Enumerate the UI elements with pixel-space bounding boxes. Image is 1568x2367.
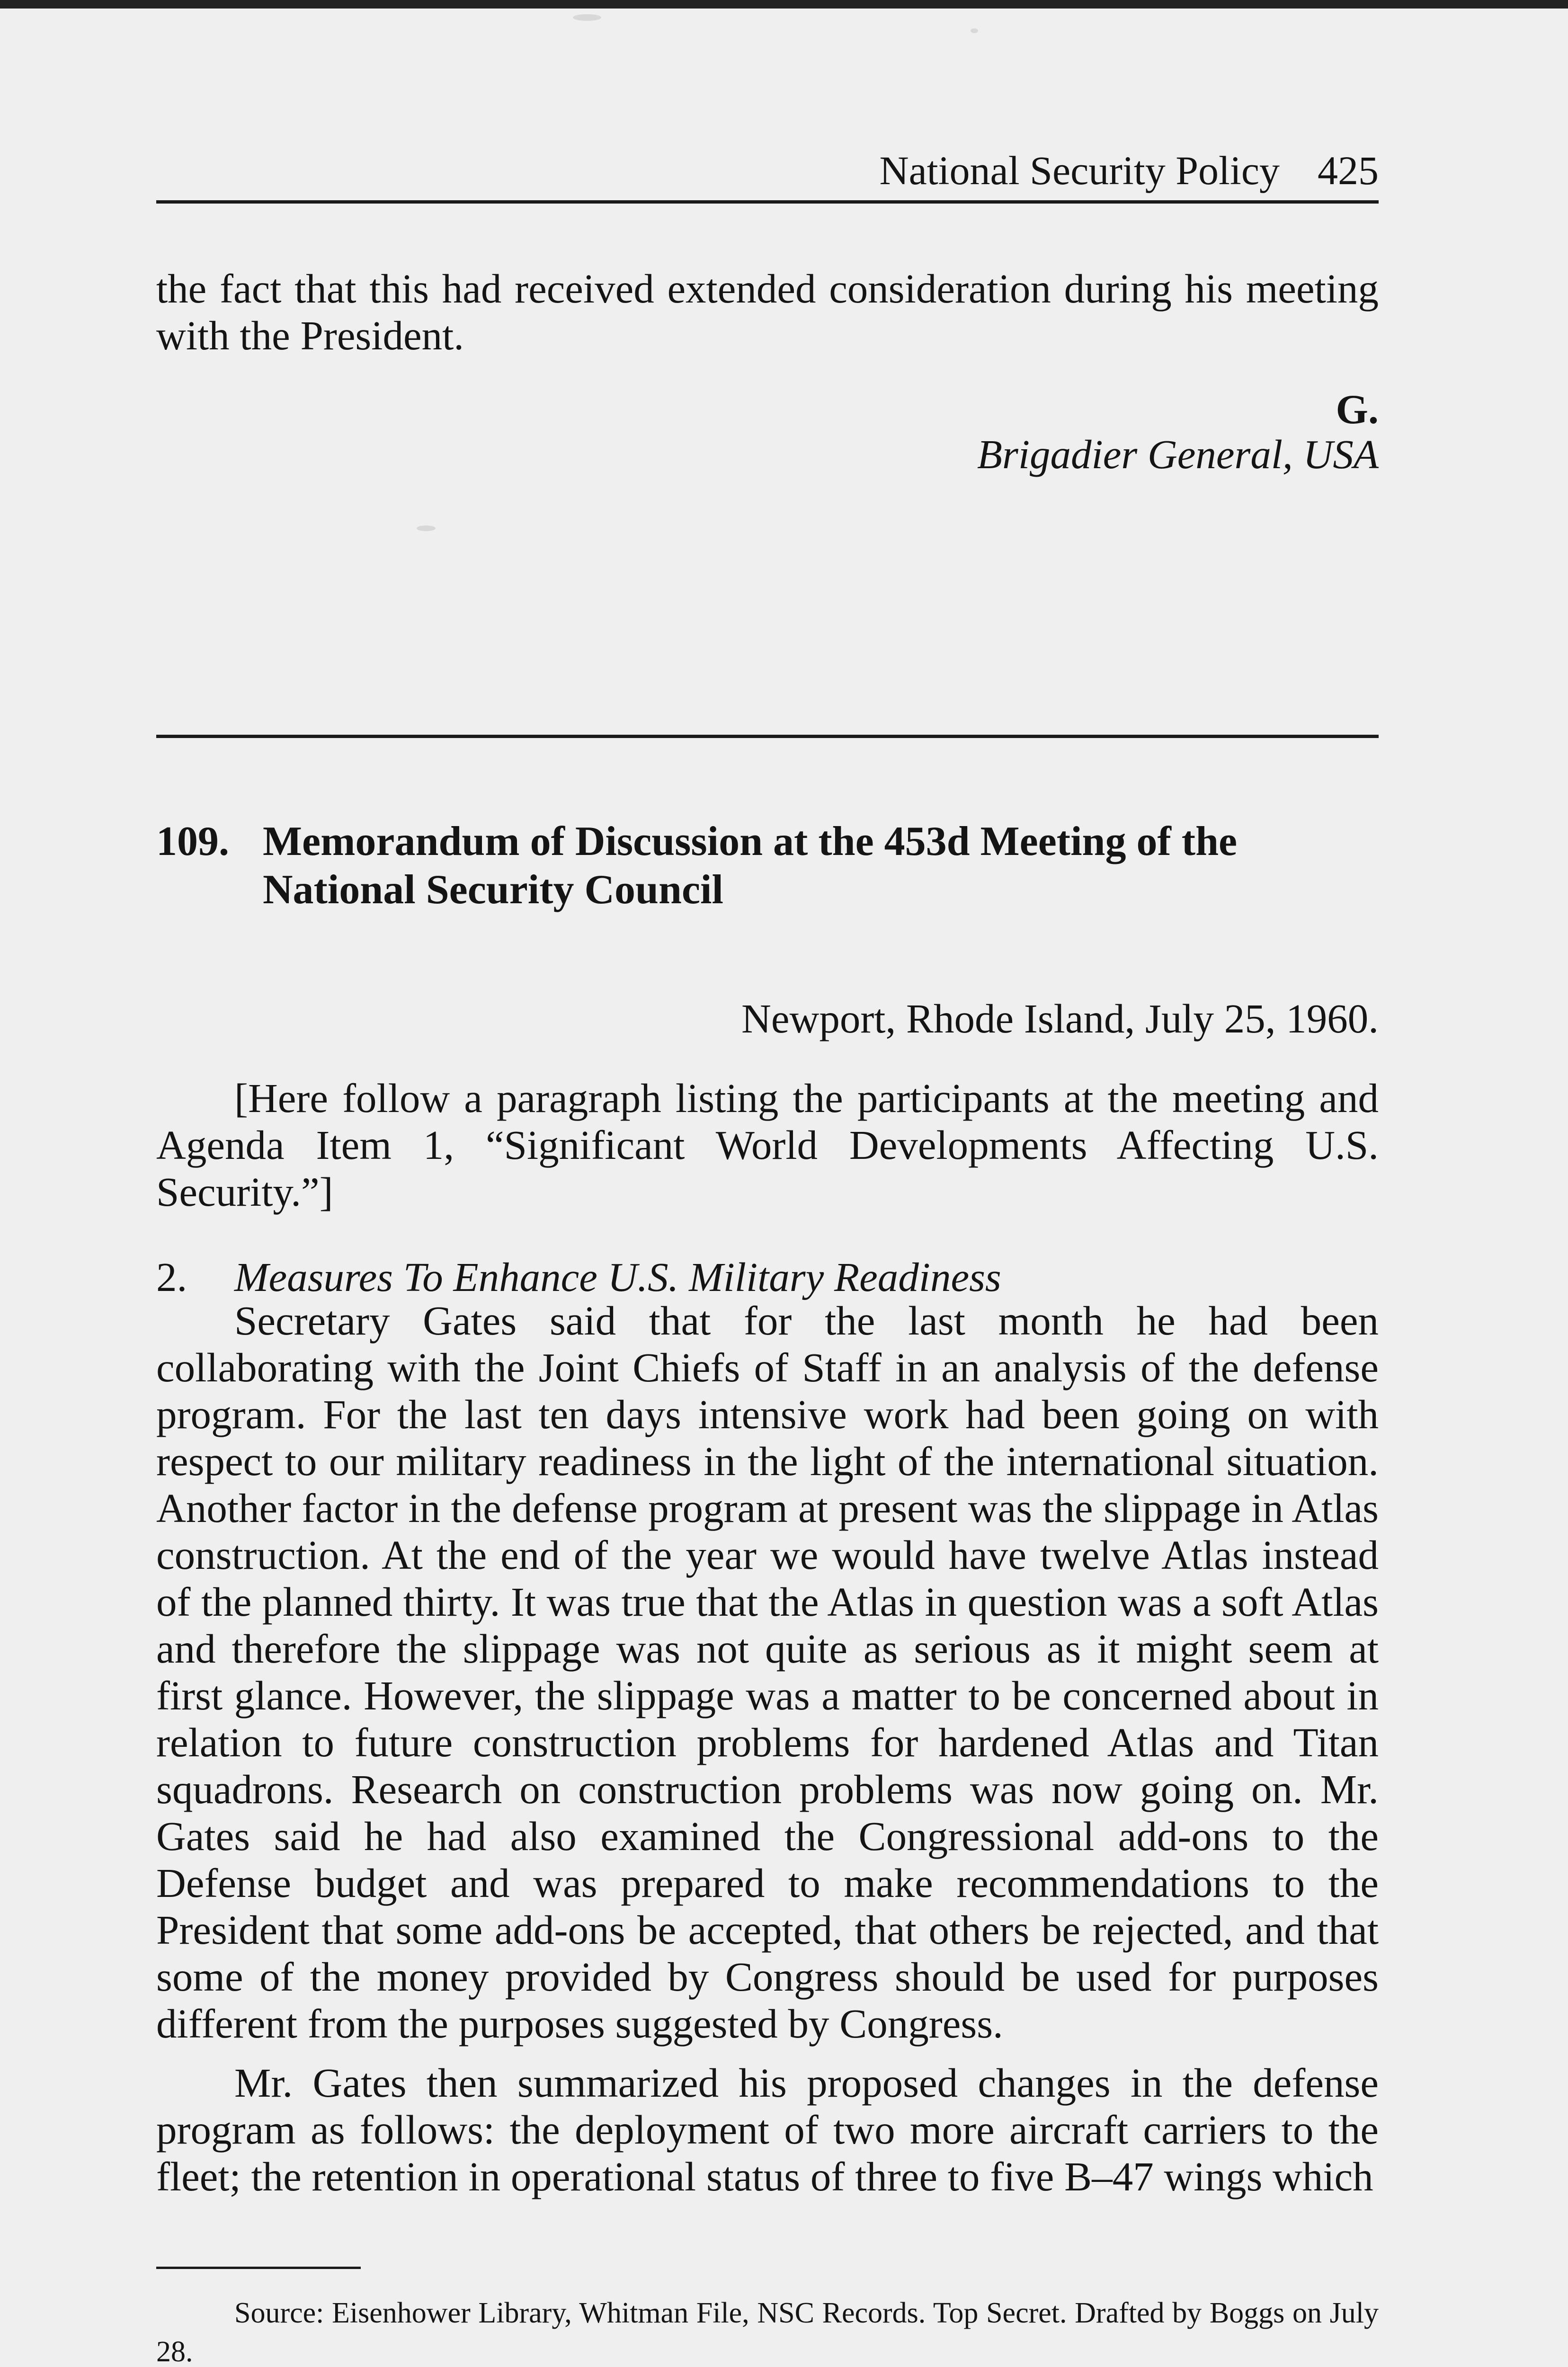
- body-paragraph: Secretary Gates said that for the last month he had been collaborating with the Joint Chiefs of Staff in an analysis of the defense program. For the last ten days intensive work had been going on with respect to our military readiness in the light of the international situation. Another factor in the defense program at present was the slippage in Atlas construction. At the end of the year we would have twelve Atlas instead of the planned thirty. It was true that the Atlas in question was a soft Atlas and therefore the slippage was not quite as serious as it might seem at first glance. However, the slippage was a matter to be concerned about in relation to future construction problems for hardened Atlas and Titan squadrons. Research on construction problems was now going on. Mr. Gates said he had also examined the Congressional add-ons to the Defense budget and was prepared to make recommendations to the President that some add-ons be accepted, that others be rejected, and that some of the money provided by Congress should be used for purposes different from the purposes suggested by Congress.: [156, 1298, 1379, 2047]
- section-divider: [156, 735, 1379, 738]
- agenda-item-title: Measures To Enhance U.S. Military Readiness: [234, 1254, 1001, 1300]
- scan-speck: [573, 14, 601, 21]
- signature-initial: G.: [1336, 387, 1379, 433]
- agenda-item-number: 2.: [156, 1254, 187, 1300]
- document-title: Memorandum of Discussion at the 453d Meeting of the National Security Council: [263, 819, 1238, 913]
- place-date: Newport, Rhode Island, July 25, 1960.: [741, 996, 1379, 1041]
- document-number: 109.: [156, 819, 229, 864]
- scan-top-edge: [0, 0, 1568, 9]
- signature-title: Brigadier General, USA: [977, 431, 1379, 477]
- body-paragraph: Mr. Gates then summarized his proposed changes in the defense program as follows: the deployment of two more aircraft carriers to the fleet; the retention in operational status of three to five B–47 wings which: [156, 2060, 1379, 2199]
- header-rule: [156, 200, 1379, 204]
- source-footnote: Source: Eisenhower Library, Whitman File, NSC Records. Top Secret. Drafted by Boggs on July 28.: [156, 2297, 1379, 2367]
- running-head: [156, 147, 1379, 199]
- running-head-title: National Security Policy: [879, 148, 1280, 193]
- scan-speck: [971, 28, 978, 33]
- editorial-note: [Here follow a paragraph listing the participants at the meeting and Agenda Item 1, “Significant World Developments Affecting U.S. Security.”]: [156, 1075, 1379, 1215]
- continuation-paragraph: the fact that this had received extended consideration during his meeting with the President.: [156, 266, 1379, 358]
- scan-speck: [417, 525, 436, 531]
- page-number: 425: [1318, 148, 1379, 193]
- footnote-rule: [156, 2267, 361, 2269]
- agenda-item-heading: [156, 1254, 1001, 1301]
